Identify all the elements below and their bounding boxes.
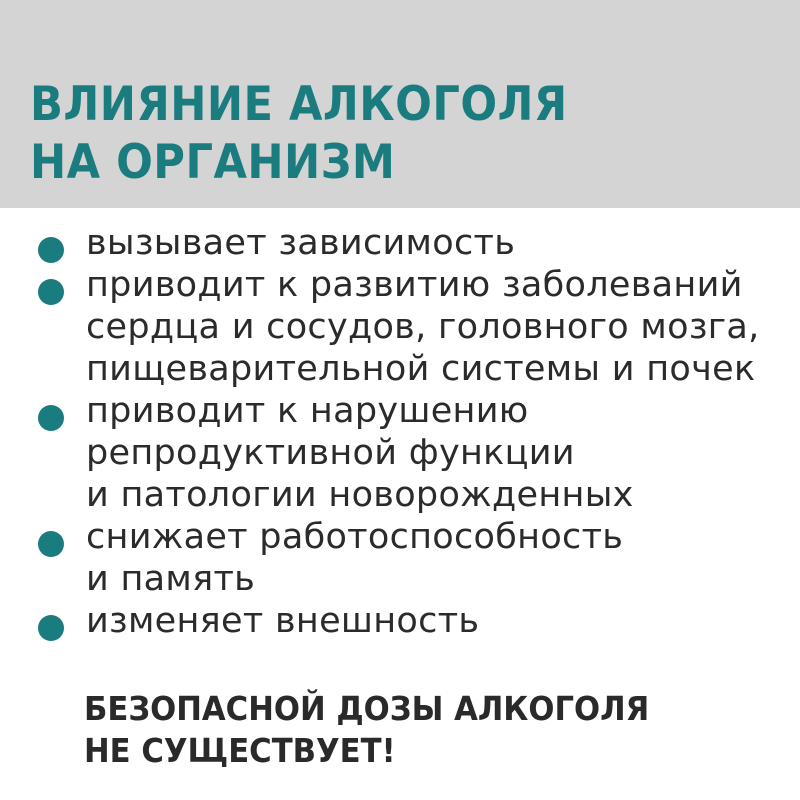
list-item [0, 390, 800, 516]
warning-line-2: НЕ СУЩЕСТВУЕТ! [84, 731, 396, 770]
warning-statement [84, 688, 649, 772]
warning-line-1: БЕЗОПАСНОЙ ДОЗЫ АЛКОГОЛЯ [84, 689, 650, 728]
list-item [0, 600, 800, 642]
bullet-dot-icon [38, 237, 64, 263]
list-item [0, 222, 800, 264]
list-item-text: вызывает зависимость [86, 223, 516, 263]
list-item-text: репродуктивной функции [86, 433, 575, 473]
header-band [0, 0, 800, 208]
title-line-2: НА ОРГАНИЗМ [30, 135, 396, 190]
bullet-dot-icon [38, 279, 64, 305]
list-item-text: изменяет внешность [86, 601, 480, 641]
list-item-text: снижает работоспособность [86, 517, 624, 557]
title-line-1: ВЛИЯНИЕ АЛКОГОЛЯ [30, 77, 568, 132]
list-item-text: пищеварительной системы и почек [86, 349, 756, 389]
page-title [30, 76, 568, 192]
list-item [0, 516, 800, 600]
bullet-dot-icon [38, 531, 64, 557]
list-item-text: приводит к нарушению [86, 391, 529, 431]
effects-list [0, 222, 800, 642]
list-item-text: приводит к развитию заболеваний [86, 265, 743, 305]
list-item-text: и патологии новорожденных [86, 475, 634, 515]
list-item-text: и память [86, 559, 256, 599]
list-item-text: сердца и сосудов, головного мозга, [86, 307, 760, 347]
list-item [0, 264, 800, 390]
bullet-dot-icon [38, 405, 64, 431]
bullet-dot-icon [38, 615, 64, 641]
